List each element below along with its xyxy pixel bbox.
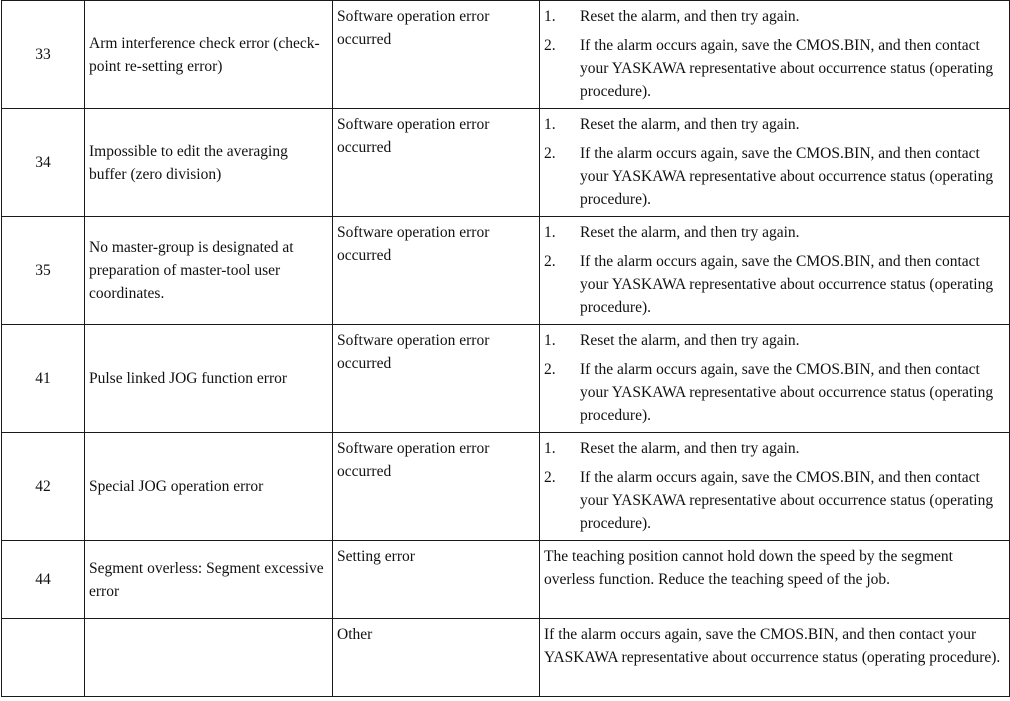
alarm-remedy: If the alarm occurs again, save the CMOS.BIN, and then contact your YASKAWA representative about occurrence status (operating procedure).	[540, 619, 1010, 697]
alarm-description	[85, 619, 333, 697]
table-row	[2, 325, 1010, 433]
alarm-cause: Setting error	[333, 541, 540, 619]
alarm-remedy: The teaching position cannot hold down the speed by the segment overless function. Reduce the teaching speed of the job.	[540, 541, 1010, 619]
alarm-description: No master-group is designated at preparation of master-tool user coordinates.	[85, 217, 333, 325]
remedy-step: 2. If the alarm occurs again, save the CMOS.BIN, and then contact your YASKAWA representative about occurrence status (operating procedure).	[544, 469, 994, 532]
alarm-description: Segment overless: Segment excessive error	[85, 541, 333, 619]
alarm-cause: Software operation error occurred	[333, 433, 540, 541]
remedy-step: 1. Reset the alarm, and then try again.	[544, 440, 800, 457]
remedy-step: 1. Reset the alarm, and then try again.	[544, 224, 800, 241]
alarm-remedy	[540, 217, 1010, 325]
alarm-number: 33	[2, 1, 85, 109]
alarm-remedy	[540, 109, 1010, 217]
remedy-step: 1. Reset the alarm, and then try again.	[544, 116, 800, 133]
remedy-step: 2. If the alarm occurs again, save the CMOS.BIN, and then contact your YASKAWA representative about occurrence status (operating procedure).	[544, 37, 994, 100]
alarm-cause: Software operation error occurred	[333, 1, 540, 109]
alarm-description: Arm interference check error (check-point re-setting error)	[85, 1, 333, 109]
alarm-number: 35	[2, 217, 85, 325]
alarm-number: 44	[2, 541, 85, 619]
table-row	[2, 619, 1010, 697]
table-row	[2, 433, 1010, 541]
alarm-description: Impossible to edit the averaging buffer (zero division)	[85, 109, 333, 217]
remedy-step: 1. Reset the alarm, and then try again.	[544, 332, 800, 349]
remedy-step: 2. If the alarm occurs again, save the CMOS.BIN, and then contact your YASKAWA representative about occurrence status (operating procedure).	[544, 361, 994, 424]
alarm-remedy	[540, 433, 1010, 541]
alarm-cause: Other	[333, 619, 540, 697]
alarm-table	[1, 0, 1010, 697]
table-row	[2, 109, 1010, 217]
alarm-number: 41	[2, 325, 85, 433]
alarm-description: Special JOG operation error	[85, 433, 333, 541]
alarm-number	[2, 619, 85, 697]
alarm-remedy	[540, 325, 1010, 433]
alarm-remedy	[540, 1, 1010, 109]
table-row	[2, 1, 1010, 109]
table-row	[2, 217, 1010, 325]
alarm-number: 34	[2, 109, 85, 217]
table-row	[2, 541, 1010, 619]
alarm-cause: Software operation error occurred	[333, 217, 540, 325]
alarm-cause: Software operation error occurred	[333, 325, 540, 433]
remedy-step: 2. If the alarm occurs again, save the CMOS.BIN, and then contact your YASKAWA representative about occurrence status (operating procedure).	[544, 145, 994, 208]
alarm-description: Pulse linked JOG function error	[85, 325, 333, 433]
alarm-cause: Software operation error occurred	[333, 109, 540, 217]
remedy-step: 1. Reset the alarm, and then try again.	[544, 8, 800, 25]
alarm-number: 42	[2, 433, 85, 541]
remedy-step: 2. If the alarm occurs again, save the CMOS.BIN, and then contact your YASKAWA representative about occurrence status (operating procedure).	[544, 253, 994, 316]
